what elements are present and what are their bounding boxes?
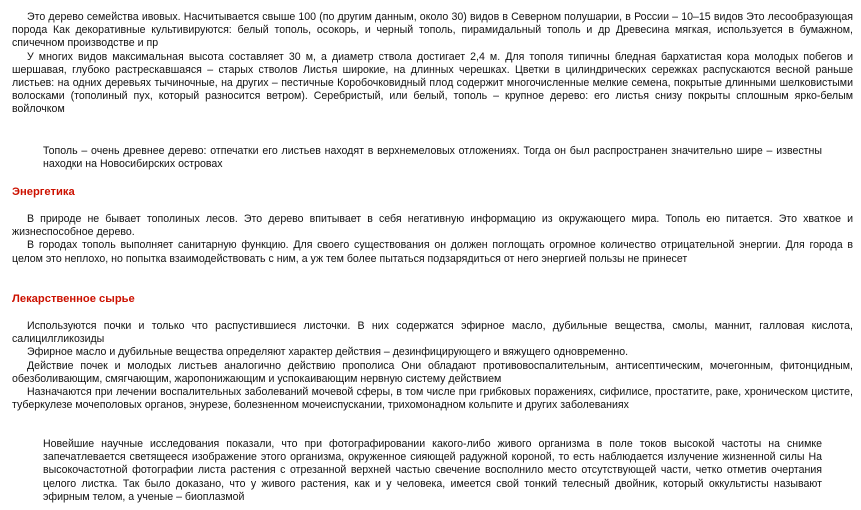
medicine-paragraph-3: Действие почек и молодых листьев аналогично действию прополиса Они обладают противовоспалительным, антисептическим, мочегонным, фитонцидным, обезболивающим, смягчающим, жаропонижающим и успокаивающим нервную систему действием [12, 359, 853, 385]
research-note-text: Новейшие научные исследования показали, что при фотографировании какого-либо живого организма в поле токов высокой частоты на снимке запечатлевается светящееся изображение этого организма, окруженное сияющей радужной короной, то есть наблюдается излучение жизненной силы На высокочастотной фотографии листа растения с отрезанной верхней частью свечение восполнило место отсутствующей части, четко отметив очертания целого листка. Так было доказано, что у живого растения, как и у человека, имеется свой тонкий телесный двойник, который оккультисты называют эфирным телом, а ученые – биоплазмой [43, 438, 822, 503]
medicine-paragraph-1: Используются почки и только что распустившиеся листочки. В них содержатся эфирное масло, дубильные вещества, смолы, маннит, галловая кислота, салицилгликозиды [12, 320, 853, 346]
energy-body [12, 213, 853, 266]
medicine-body [12, 320, 853, 412]
energy-section [12, 186, 853, 199]
medicine-paragraph-2: Эфирное масло и дубильные вещества определяют характер действия – дезинфицирующего и вяжущего одновременно. [27, 346, 629, 359]
fossil-note [12, 145, 853, 171]
intro-paragraph-2: У многих видов максимальная высота составляет 30 м, а диаметр ствола достигает 2,4 м. Для тополя типичны бледная бархатистая кора молодых побегов и шершавая, глубоко растрескавшаяся – старых стволов Листья широкие, на длинных черешках. Цветки в цилиндрических сережках распускаются весной раньше листьев: на одних деревьях тычиночные, на других – пестичные Коробочковидный плод содержит многочисленные мелкие семена, покрытые длинными шелковистыми волосками (тополиный пух, который разносится ветром). Серебристый, или белый, тополь – крупное дерево: его листья снизу покрыты сплошным ярко-белым войлочком [12, 50, 853, 116]
research-note [12, 438, 853, 504]
intro-paragraph-1: Это дерево семейства ивовых. Насчитывается свыше 100 (по другим данным, около 30) видов в Северном полушарии, в России – 10–15 видов Это лесообразующая порода Как декоративные культивируются: белый тополь, осокорь, и черный тополь, пирамидальный тополь и др Древесина мягкая, используется в бумажном, спичечном производстве и пр [12, 11, 853, 50]
fossil-note-text: Тополь – очень древнее дерево: отпечатки его листьев находят в верхнемеловых отложениях. Тогда он был распространен значительно шире – известны находки на Новосибирских островах [43, 145, 822, 171]
intro-section [12, 11, 853, 117]
energy-paragraph-1: В природе не бывает тополиных лесов. Это дерево впитывает в себя негативную информацию из окружающего мира. Тополь ею питается. Это хваткое и жизнеспособное дерево. [12, 213, 853, 239]
medicine-section [12, 293, 853, 306]
medicine-heading: Лекарственное сырье [12, 293, 135, 305]
energy-paragraph-2: В городах тополь выполняет санитарную функцию. Для своего существования он должен поглощать огромное количество отрицательной энергии. Для города в целом это неплохо, но попытка взаимодействовать с ним, а уж тем более пытаться подзарядиться от него энергией пользы не принесет [12, 239, 853, 265]
energy-heading: Энергетика [12, 186, 75, 198]
medicine-paragraph-4: Назначаются при лечении воспалительных заболеваний мочевой сферы, в том числе при грибковых поражениях, сифилисе, простатите, раке, хроническом цистите, туберкулезе мочеполовых органов, энурезе, болезненном мочеиспускании, трихомонадном кольпите и других заболеваниях [12, 386, 853, 412]
